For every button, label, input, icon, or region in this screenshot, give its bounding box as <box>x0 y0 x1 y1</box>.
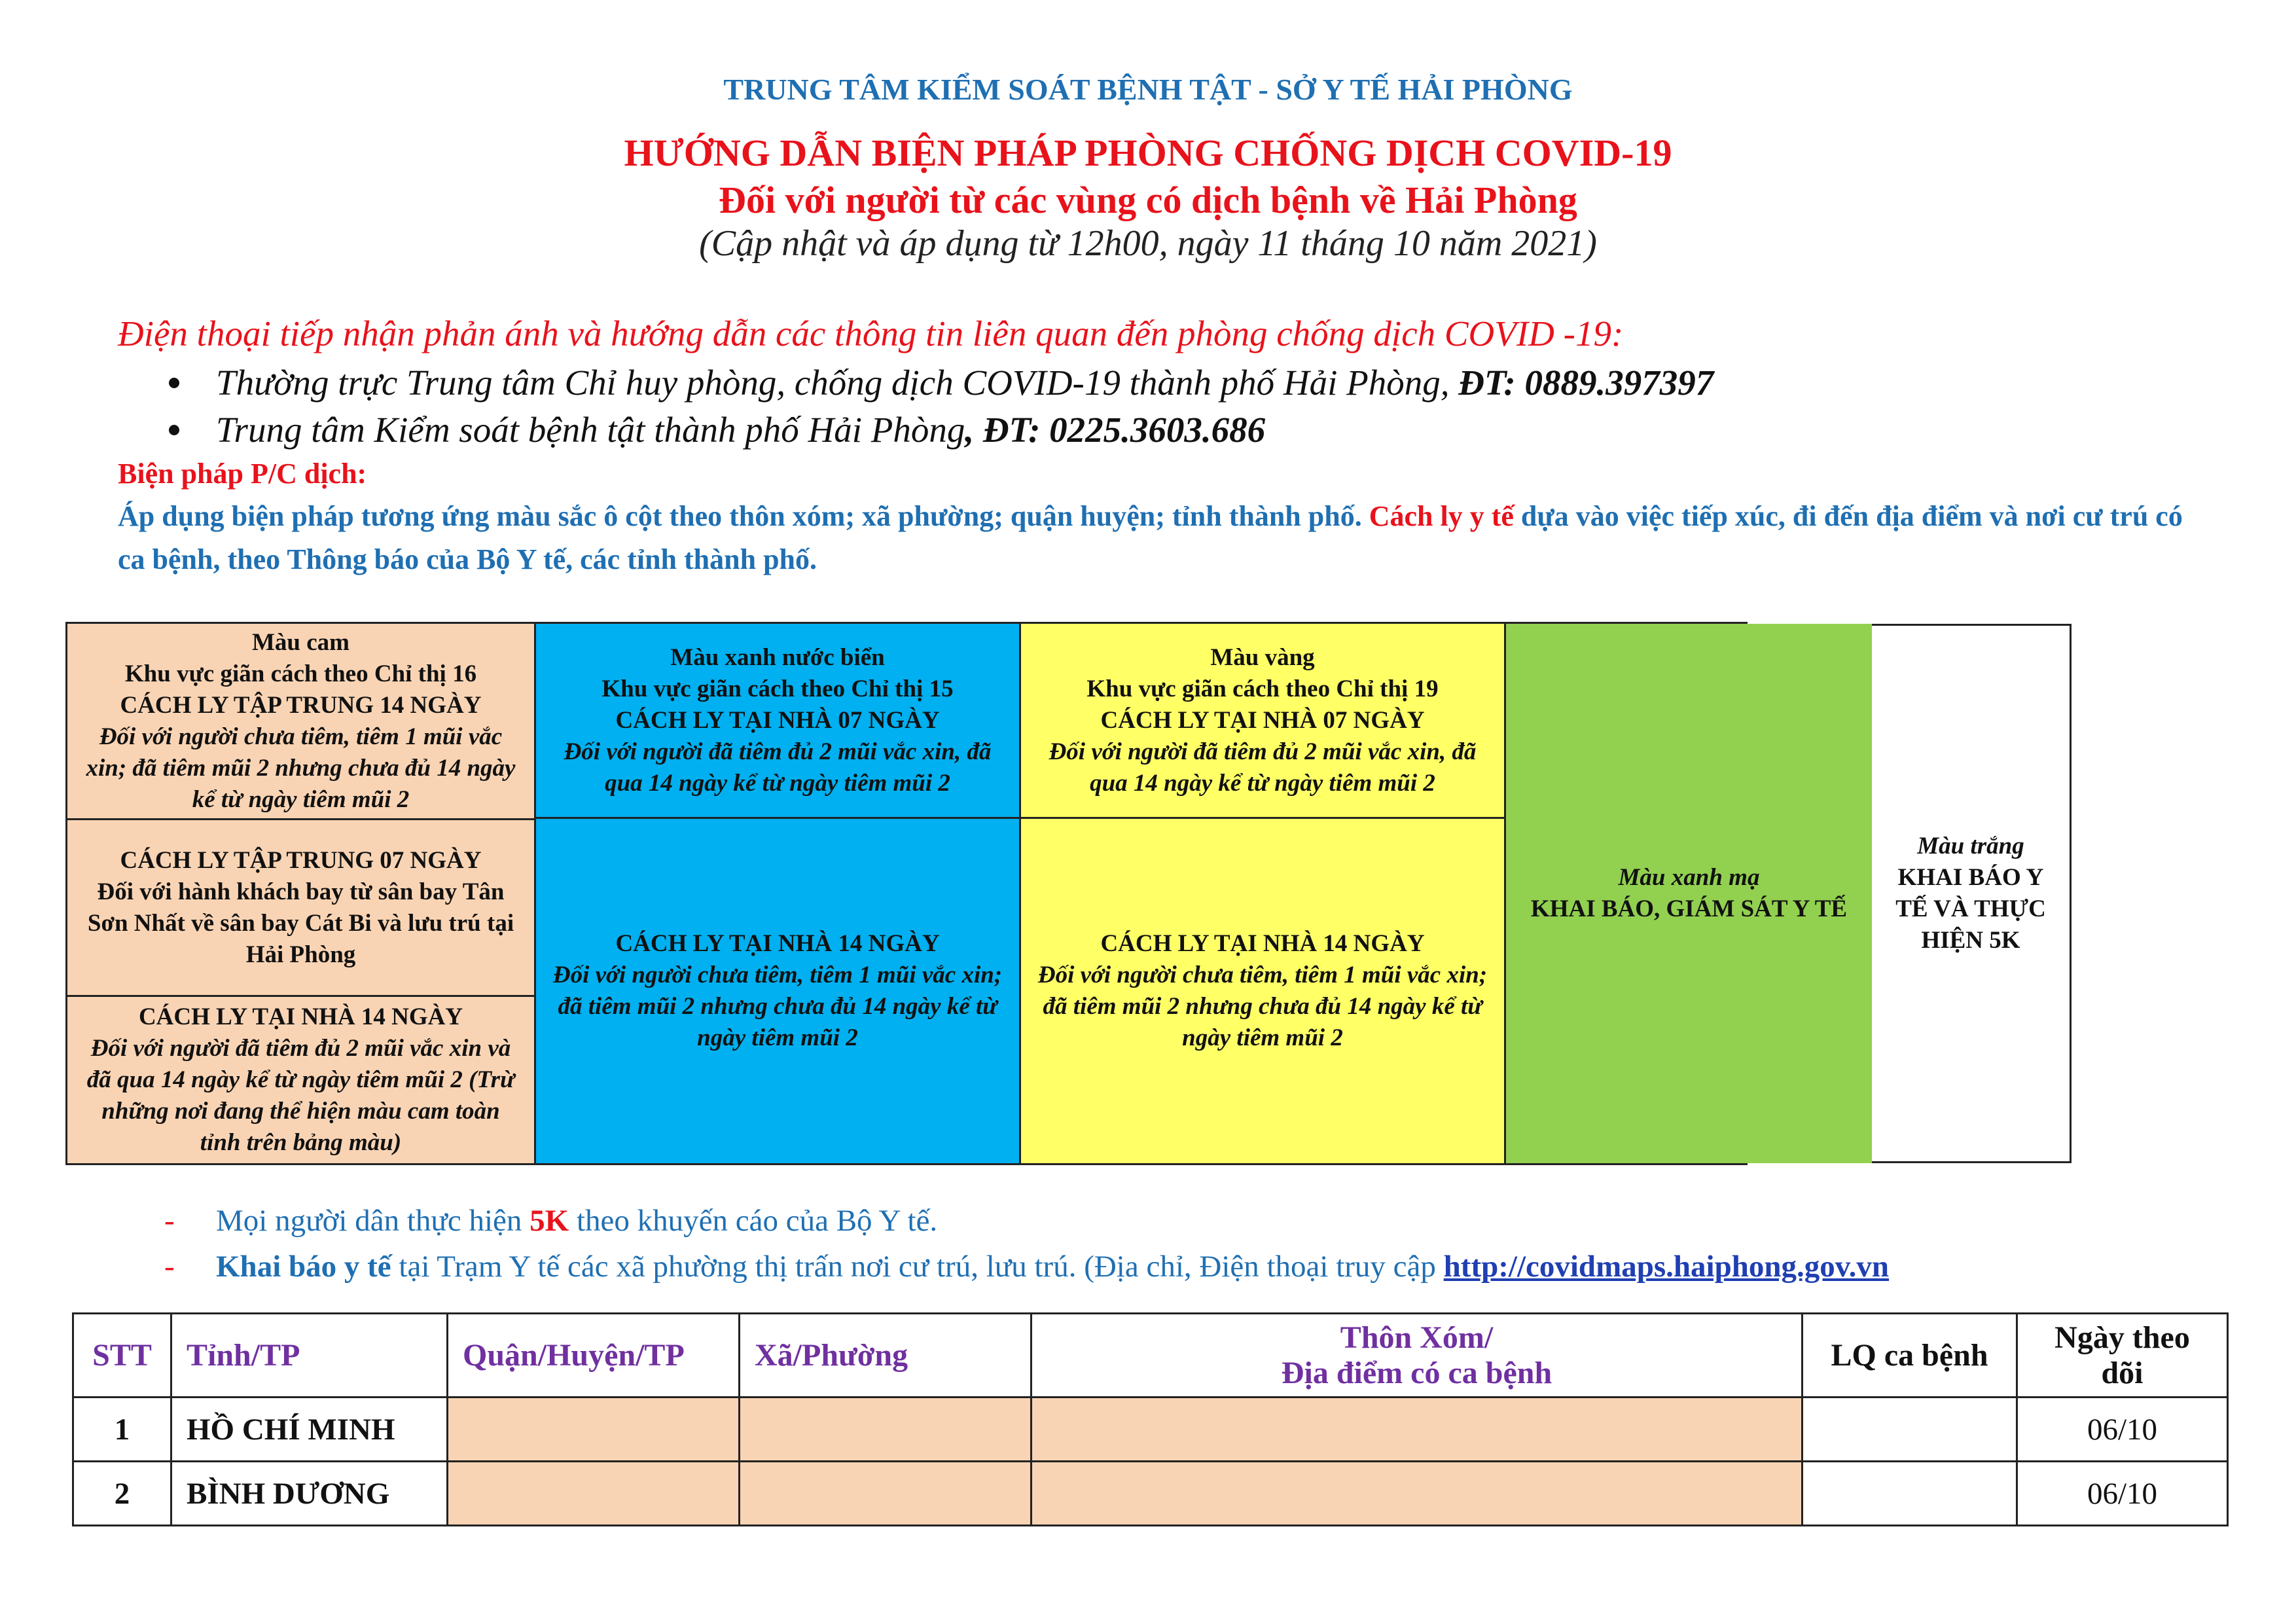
zone-measure: CÁCH LY TẠI NHÀ 14 NGÀY <box>138 1003 463 1030</box>
zone-measure: KHAI BÁO, GIÁM SÁT Y TẾ <box>1530 895 1848 922</box>
row-related <box>1803 1462 2017 1526</box>
measures-text-red: Cách ly y tế <box>1369 500 1514 532</box>
zone-measure: CÁCH LY TẬP TRUNG 14 NGÀY <box>120 691 482 719</box>
hotline-item-phone: , ĐT: 0225.3603.686 <box>965 410 1266 450</box>
zone-condition: Đối với người đã tiêm đủ 2 mũi vắc xin và đã qua 14 ngày kể từ ngày tiêm mũi 2 (Trừ những nơi đang thể hiện màu cam toàn tỉnh trên bảng màu) <box>86 1035 515 1156</box>
zone-color-name: Màu trắng <box>1917 833 2024 859</box>
row-stt: 1 <box>73 1398 171 1462</box>
zone-condition: Đối với người chưa tiêm, tiêm 1 mũi vắc xin; đã tiêm mũi 2 nhưng chưa đủ 14 ngày kể từ ngày tiêm mũi 2 <box>1037 962 1488 1051</box>
zone-condition: Đối với người chưa tiêm, tiêm 1 mũi vắc xin; đã tiêm mũi 2 nhưng chưa đủ 14 ngày kể từ ngày tiêm mũi 2 <box>552 962 1003 1051</box>
zone-green <box>1504 624 1872 1163</box>
affected-areas-table <box>72 1312 2229 1526</box>
zone-blue-bottom <box>534 817 1019 1163</box>
zone-color-name: Màu cam <box>252 628 350 656</box>
note-dash: - <box>164 1204 175 1238</box>
hotline-item-phone: ĐT: 0889.397397 <box>1458 363 1714 403</box>
update-date: (Cập nhật và áp dụng từ 12h00, ngày 11 tháng 10 năm 2021) <box>699 223 1597 264</box>
table-row <box>73 1398 2228 1462</box>
note-text: theo khuyến cáo của Bộ Y tế. <box>569 1204 938 1238</box>
measures-text-rest: dựa vào việc tiếp xúc, đi đến địa điểm và nơi cư trú có ca bệnh, theo Thông báo của Bộ Y tế, các tỉnh thành phố. <box>118 500 2183 575</box>
row-province: HỒ CHÍ MINH <box>171 1398 448 1462</box>
org-name: TRUNG TÂM KIỂM SOÁT BỆNH TẬT - SỞ Y TẾ HẢI PHÒNG <box>723 73 1573 106</box>
zone-yellow-top <box>1019 624 1504 817</box>
row-district <box>448 1462 740 1526</box>
header-ward: Xã/Phường <box>740 1314 1031 1398</box>
row-ward <box>740 1462 1031 1526</box>
header-village <box>1031 1314 1803 1398</box>
hotline-item-text: Trung tâm Kiểm soát bệnh tật thành phố Hải Phòng <box>216 410 965 450</box>
zone-condition: Đối với hành khách bay từ sân bay Tân Sơn Nhất về sân bay Cát Bi và lưu trú tại Hải Phòng <box>87 878 514 968</box>
table-row <box>73 1462 2228 1526</box>
note-bold: Khai báo y tế <box>216 1250 391 1284</box>
note-5k-highlight: 5K <box>529 1204 569 1238</box>
zone-measure: CÁCH LY TẠI NHÀ 07 NGÀY <box>615 706 940 734</box>
zone-color-name: Màu xanh mạ <box>1618 864 1760 891</box>
zone-measure: CÁCH LY TẠI NHÀ 07 NGÀY <box>1100 706 1425 734</box>
row-related <box>1803 1398 2017 1462</box>
zone-condition: Đối với người đã tiêm đủ 2 mũi vắc xin, đã qua 14 ngày kể từ ngày tiêm mũi 2 <box>564 738 992 797</box>
header-related: LQ ca bệnh <box>1803 1314 2017 1398</box>
covidmaps-link[interactable]: http://covidmaps.haiphong.gov.vn <box>1443 1250 1890 1284</box>
row-district <box>448 1398 740 1462</box>
hotline-intro: Điện thoại tiếp nhận phản ánh và hướng dẫn các thông tin liên quan đến phòng chống dịch COVID -19: <box>118 314 1624 353</box>
row-ward <box>740 1398 1031 1462</box>
zone-measure: CÁCH LY TẠI NHÀ 14 NGÀY <box>1100 930 1425 957</box>
row-date: 06/10 <box>2017 1462 2228 1526</box>
zone-white-cell <box>1872 624 2072 1163</box>
zone-condition: Đối với người đã tiêm đủ 2 mũi vắc xin, đã qua 14 ngày kể từ ngày tiêm mũi 2 <box>1049 738 1477 797</box>
row-village <box>1031 1462 1803 1526</box>
hotline-item-command-center <box>216 362 1713 403</box>
note-dash: - <box>164 1250 175 1284</box>
header-stt: STT <box>73 1314 171 1398</box>
table-header-row <box>73 1314 2228 1398</box>
bullet-dot-icon <box>169 378 179 388</box>
header-village-line2: Địa điểm có ca bệnh <box>1281 1355 1552 1390</box>
zone-blue-top <box>534 624 1019 817</box>
zone-color-name: Màu vàng <box>1210 643 1315 671</box>
hotline-item-text: Thường trực Trung tâm Chỉ huy phòng, chống dịch COVID-19 thành phố Hải Phòng, <box>216 363 1459 403</box>
header-follow-date <box>2017 1314 2228 1398</box>
zone-measure: KHAI BÁO Y TẾ VÀ THỰC HIỆN 5K <box>1895 864 2046 954</box>
header-district: Quận/Huyện/TP <box>448 1314 740 1398</box>
header-follow-line1: Ngày theo <box>2054 1320 2190 1355</box>
zone-condition: Đối với người chưa tiêm, tiêm 1 mũi vắc xin; đã tiêm mũi 2 nhưng chưa đủ 14 ngày kể từ ngày tiêm mũi 2 <box>86 723 516 813</box>
zone-color-name: Màu xanh nước biển <box>670 643 885 671</box>
color-zone-table <box>65 622 1848 1165</box>
row-date: 06/10 <box>2017 1398 2228 1462</box>
measures-text <box>118 495 2193 581</box>
zone-directive: Khu vực giãn cách theo Chỉ thị 16 <box>124 660 477 687</box>
header-village-line1: Thôn Xóm/ <box>1340 1320 1494 1355</box>
zone-orange-top <box>67 624 534 818</box>
note-text: Mọi người dân thực hiện <box>216 1204 530 1238</box>
measures-label: Biện pháp P/C dịch: <box>118 458 367 490</box>
row-province: BÌNH DƯƠNG <box>171 1462 448 1526</box>
hotline-item-cdc <box>216 409 1265 450</box>
document-title: HƯỚNG DẪN BIỆN PHÁP PHÒNG CHỐNG DỊCH COVID-19 <box>624 132 1672 174</box>
document-subtitle: Đối với người từ các vùng có dịch bệnh về Hải Phòng <box>719 179 1577 221</box>
zone-directive: Khu vực giãn cách theo Chỉ thị 15 <box>601 675 954 702</box>
bullet-dot-icon <box>169 425 179 435</box>
header-follow-line2: dõi <box>2101 1355 2144 1390</box>
zone-orange-mid <box>67 818 534 995</box>
zone-directive: Khu vực giãn cách theo Chỉ thị 19 <box>1086 675 1439 702</box>
zone-measure: CÁCH LY TẠI NHÀ 14 NGÀY <box>615 930 940 957</box>
zone-yellow-bottom <box>1019 817 1504 1163</box>
note-text: tại Trạm Y tế các xã phường thị trấn nơi cư trú, lưu trú. (Địa chỉ, Điện thoại truy cập <box>391 1250 1444 1284</box>
measures-text-blue: Áp dụng biện pháp tương ứng màu sắc ô cột theo thôn xóm; xã phường; quận huyện; tỉnh thành phố. <box>118 500 1369 532</box>
zone-orange-bottom <box>67 995 534 1163</box>
row-village <box>1031 1398 1803 1462</box>
row-stt: 2 <box>73 1462 171 1526</box>
zone-measure: CÁCH LY TẬP TRUNG 07 NGÀY <box>120 846 482 874</box>
header-province: Tỉnh/TP <box>171 1314 448 1398</box>
